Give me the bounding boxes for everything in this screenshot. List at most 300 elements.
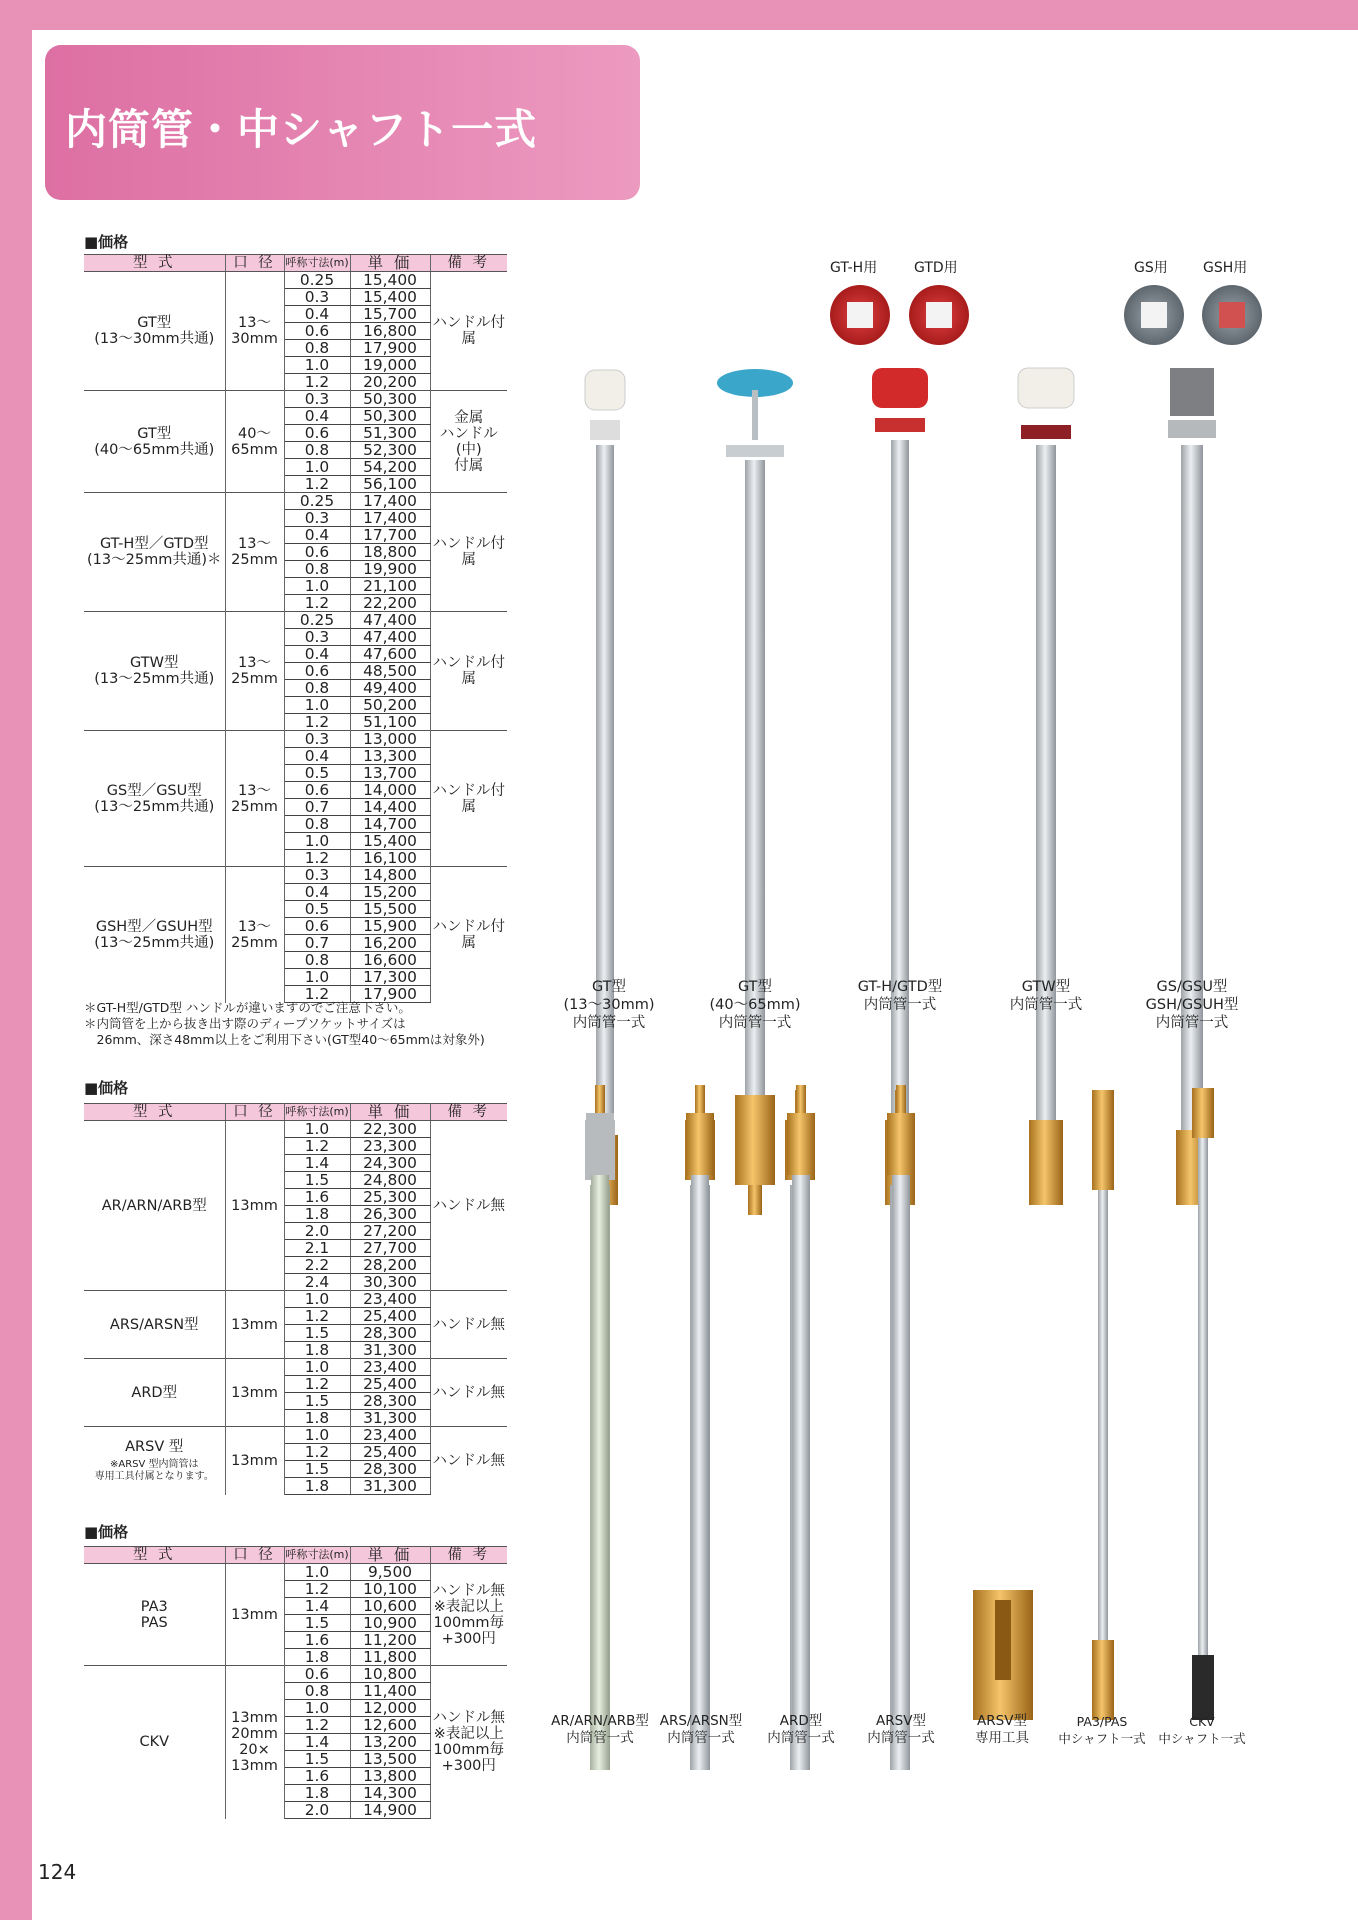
cell-text: ハンドル	[439, 425, 498, 442]
price-cell: 47,400	[350, 612, 430, 629]
price-cell: 23,400	[350, 1427, 430, 1444]
price-cell: 27,700	[350, 1240, 430, 1257]
size-cell: 0.8	[284, 952, 350, 969]
cell-text: 30mm	[231, 331, 278, 347]
price-table-3	[84, 1546, 507, 1819]
table-1-notes	[84, 1000, 485, 1048]
price-cell: 21,100	[350, 578, 430, 595]
page-number: 124	[38, 1860, 77, 1884]
header-dia: 口 径	[225, 1547, 284, 1564]
price-cell: 17,900	[350, 340, 430, 357]
model-cell	[84, 1564, 225, 1666]
size-cell: 1.5	[284, 1615, 350, 1632]
size-cell: 1.2	[284, 1717, 350, 1734]
size-cell: 0.6	[284, 544, 350, 561]
price-cell: 19,900	[350, 561, 430, 578]
price-cell: 25,400	[350, 1308, 430, 1325]
caption-ars-arsn: ARS/ARSN型 内筒管一式	[659, 1713, 743, 1746]
cell-text: 付属	[454, 457, 484, 474]
table-row	[84, 1427, 507, 1444]
table-row	[84, 731, 507, 748]
cell-text: GT-H型／GTD型	[99, 536, 209, 552]
cell-text: 20×	[239, 1742, 270, 1759]
note-cell	[430, 1666, 507, 1819]
header-type: 型 式	[84, 1104, 225, 1121]
diameter-cell	[225, 272, 284, 391]
price-cell: 28,300	[350, 1461, 430, 1478]
handle-label-gt-h: GT-H用	[830, 260, 878, 276]
size-cell: 0.3	[284, 629, 350, 646]
size-cell: 0.3	[284, 289, 350, 306]
price-cell: 47,600	[350, 646, 430, 663]
price-cell: 11,800	[350, 1649, 430, 1666]
price-cell: 14,900	[350, 1802, 430, 1819]
price-cell: 24,300	[350, 1155, 430, 1172]
price-cell: 30,300	[350, 1274, 430, 1291]
price-cell: 13,300	[350, 748, 430, 765]
cell-text: PA3	[140, 1598, 168, 1615]
size-cell: 1.6	[284, 1632, 350, 1649]
note-cell	[430, 1359, 507, 1427]
caption-gt-13-30: GT型 (13〜30mm) 内筒管一式	[563, 979, 655, 1031]
price-cell: 54,200	[350, 459, 430, 476]
size-cell: 1.5	[284, 1325, 350, 1342]
header-row	[84, 1547, 507, 1564]
price-cell: 16,600	[350, 952, 430, 969]
diameter-cell	[225, 1666, 284, 1819]
size-cell: 1.0	[284, 969, 350, 986]
price-cell: 14,700	[350, 816, 430, 833]
caption-arsv: ARSV型 内筒管一式	[867, 1713, 935, 1746]
price-cell: 17,400	[350, 493, 430, 510]
cell-text: ※表記以上	[433, 1598, 504, 1615]
price-cell: 25,300	[350, 1189, 430, 1206]
price-cell: 14,000	[350, 782, 430, 799]
size-cell: 0.4	[284, 748, 350, 765]
header-note: 備 考	[430, 1547, 507, 1564]
size-cell: 1.6	[284, 1189, 350, 1206]
cell-text: (40〜65mm共通)	[94, 441, 215, 458]
size-cell: 1.0	[284, 1427, 350, 1444]
cell-text: +300円	[441, 1758, 496, 1775]
cell-text: ハンドル無	[432, 1710, 505, 1727]
cell-text: 属	[461, 798, 476, 815]
caption-gt-40-65: GT型 (40〜65mm) 内筒管一式	[709, 979, 801, 1031]
price-cell: 9,500	[350, 1564, 430, 1581]
cell-text: 13mm	[231, 1452, 278, 1469]
note-cell	[430, 1121, 507, 1291]
cell-text: 属	[461, 331, 476, 347]
header-type: 型 式	[84, 1547, 225, 1564]
price-cell: 51,300	[350, 425, 430, 442]
gtd-handle-icon	[909, 285, 969, 345]
cell-text: (13〜30mm共通)	[94, 331, 215, 347]
header-price: 単 価	[350, 1547, 430, 1564]
size-cell: 0.3	[284, 391, 350, 408]
price-cell: 26,300	[350, 1206, 430, 1223]
cell-text: 40〜	[238, 425, 271, 442]
size-cell: 1.5	[284, 1172, 350, 1189]
model-cell	[84, 493, 225, 612]
size-cell: 1.2	[284, 1581, 350, 1598]
ckv-shaft-icon	[1192, 1088, 1214, 1720]
size-cell: 1.8	[304, 1409, 330, 1427]
size-cell: 0.25	[284, 272, 350, 289]
price-cell: 50,300	[350, 408, 430, 425]
size-cell: 1.0	[284, 697, 350, 714]
cell-text: (13〜25mm共通)	[94, 671, 215, 687]
size-cell: 0.5	[284, 901, 350, 918]
cell-text: 属	[461, 671, 476, 687]
caption-gtw: GTW型 内筒管一式	[1009, 979, 1083, 1013]
diameter-cell	[225, 731, 284, 867]
price-cell: 28,300	[350, 1325, 430, 1342]
caption-ar-arn-arb: AR/ARN/ARB型 内筒管一式	[551, 1713, 649, 1746]
price-cell: 52,300	[350, 442, 430, 459]
cell-text: GS型／GSU型	[106, 782, 202, 799]
pa3-pas-shaft-icon	[1092, 1090, 1114, 1720]
cell-text: 13mm	[231, 1316, 278, 1333]
size-cell: 1.0	[284, 357, 350, 374]
model-cell	[84, 1427, 225, 1495]
note-cell	[430, 272, 507, 391]
cell-text: (13〜25mm共通)	[94, 798, 215, 815]
model-subnote	[84, 1459, 225, 1483]
price-cell: 48,500	[350, 663, 430, 680]
note-cell	[430, 612, 507, 731]
price-cell: 15,400	[350, 289, 430, 306]
size-cell: 1.5	[284, 1393, 350, 1410]
header-size: 呼称寸法(m)	[284, 255, 350, 272]
size-cell: 0.3	[284, 731, 350, 748]
price-table-1	[84, 254, 507, 1003]
price-cell: 13,200	[350, 1734, 430, 1751]
cell-text: (13〜25mm共通)	[94, 934, 215, 951]
header-price: 単 価	[350, 255, 430, 272]
price-cell: 11,400	[350, 1683, 430, 1700]
price-cell: 50,200	[350, 697, 430, 714]
size-cell: 2.4	[304, 1273, 330, 1291]
size-cell: 1.0	[284, 1291, 350, 1308]
diameter-cell	[225, 1427, 284, 1495]
table-row	[84, 867, 507, 884]
price-cell: 13,700	[350, 765, 430, 782]
price-cell: 22,300	[350, 1121, 430, 1138]
size-cell: 0.3	[284, 510, 350, 527]
header-type: 型 式	[84, 255, 225, 272]
size-cell: 1.8	[304, 1648, 330, 1666]
price-cell: 13,000	[350, 731, 430, 748]
size-cell: 0.4	[284, 527, 350, 544]
header-size: 呼称寸法(m)	[284, 1547, 350, 1564]
price-cell: 15,700	[350, 306, 430, 323]
section-label-2: ■価格	[84, 1079, 129, 1097]
price-cell: 27,200	[350, 1223, 430, 1240]
header-price: 単 価	[350, 1104, 430, 1121]
top-band	[0, 0, 1358, 30]
note-line: 26mm、深さ48mm以上をご利用下さい(GT型40〜65mmは対象外)	[84, 1032, 485, 1047]
cell-text: ハンドル無	[432, 1316, 505, 1333]
diameter-cell	[225, 612, 284, 731]
table-row	[84, 1121, 507, 1138]
cell-text: ハンドル無	[432, 1384, 505, 1401]
price-cell: 47,400	[350, 629, 430, 646]
diameter-cell	[225, 1121, 284, 1291]
price-cell: 16,100	[350, 850, 430, 867]
size-cell: 1.5	[284, 1751, 350, 1768]
cell-text: 13〜	[238, 782, 271, 799]
price-cell: 22,200	[350, 595, 430, 612]
price-cell: 24,800	[350, 1172, 430, 1189]
note-cell	[430, 1291, 507, 1359]
cell-text: 100mm毎	[433, 1614, 504, 1631]
diameter-cell	[225, 1291, 284, 1359]
cell-text: 13〜	[238, 918, 271, 935]
price-cell: 17,400	[350, 510, 430, 527]
table-row	[84, 1359, 507, 1376]
size-cell: 1.2	[304, 373, 330, 391]
ar-arn-arb-pipe-icon	[586, 1085, 614, 1715]
cell-text: PAS	[140, 1614, 168, 1631]
table-row	[84, 1666, 507, 1683]
product-illustrations-bottom	[540, 1080, 1340, 1720]
size-cell: 0.6	[284, 425, 350, 442]
size-cell: 1.4	[284, 1598, 350, 1615]
cell-text: CKV	[139, 1734, 170, 1751]
price-cell: 19,000	[350, 357, 430, 374]
caption-ckv: CKV 中シャフト一式	[1158, 1714, 1246, 1746]
ars-arsn-pipe-icon	[686, 1085, 714, 1715]
size-cell: 0.4	[284, 884, 350, 901]
size-cell: 2.1	[284, 1240, 350, 1257]
price-cell: 15,400	[350, 272, 430, 289]
size-cell: 0.7	[284, 935, 350, 952]
size-cell: 1.8	[304, 1341, 330, 1359]
size-cell: 1.2	[284, 1308, 350, 1325]
cell-text: (13〜25mm共通)＊	[87, 552, 222, 568]
price-cell: 14,400	[350, 799, 430, 816]
diameter-cell	[225, 1564, 284, 1666]
price-cell: 15,200	[350, 884, 430, 901]
size-cell: 0.6	[284, 663, 350, 680]
size-cell: 0.4	[284, 646, 350, 663]
price-cell: 49,400	[350, 680, 430, 697]
header-dia: 口 径	[225, 1104, 284, 1121]
caption-ard: ARD型 内筒管一式	[767, 1713, 835, 1746]
page-title: 内筒管・中シャフト一式	[65, 105, 538, 154]
cell-text: GT型	[137, 425, 172, 442]
ard-pipe-icon	[787, 1085, 815, 1715]
size-cell: 1.0	[284, 1359, 350, 1376]
price-cell: 10,100	[350, 1581, 430, 1598]
handle-label-gtd: GTD用	[914, 260, 958, 276]
cell-text: ※ARSV 型内筒管は	[109, 1458, 199, 1470]
note-cell	[430, 1427, 507, 1495]
cell-text: 13mm	[231, 1710, 278, 1727]
size-cell: 0.8	[284, 442, 350, 459]
size-cell: 1.2	[284, 1138, 350, 1155]
size-cell: 0.8	[284, 680, 350, 697]
cell-text: GTW型	[130, 655, 179, 671]
price-cell: 16,200	[350, 935, 430, 952]
price-cell: 31,300	[350, 1478, 430, 1495]
table-row	[84, 493, 507, 510]
header-row	[84, 1104, 507, 1121]
size-cell: 0.4	[284, 306, 350, 323]
cell-text: +300円	[441, 1630, 496, 1647]
table-row	[84, 1564, 507, 1581]
cell-text: 13mm	[231, 1606, 278, 1623]
price-cell: 10,800	[350, 1666, 430, 1683]
size-cell: 1.8	[284, 1478, 350, 1495]
size-cell: 1.2	[304, 713, 330, 731]
price-cell: 50,300	[350, 391, 430, 408]
size-cell: 1.2	[304, 594, 330, 612]
price-cell: 15,500	[350, 901, 430, 918]
cell-text: ハンドル付	[432, 918, 505, 935]
size-cell: 2.2	[284, 1257, 350, 1274]
size-cell: 1.6	[284, 1768, 350, 1785]
price-cell: 15,900	[350, 918, 430, 935]
diameter-cell	[225, 493, 284, 612]
model-cell	[84, 867, 225, 1003]
size-cell: 0.4	[284, 408, 350, 425]
size-cell: 0.6	[284, 1666, 350, 1683]
cell-text: 13〜	[238, 655, 271, 671]
size-cell: 0.5	[284, 765, 350, 782]
size-cell: 0.25	[284, 493, 350, 510]
diameter-cell	[225, 867, 284, 1003]
size-cell: 0.8	[284, 561, 350, 578]
gsh-handle-icon	[1202, 285, 1262, 345]
note-line: ＊内筒管を上から抜き出す際のディープソケットサイズは	[84, 1016, 406, 1031]
size-cell: 1.8	[284, 1206, 350, 1223]
diameter-cell	[225, 1359, 284, 1427]
cell-text: 専用工具付属となります。	[94, 1470, 214, 1482]
size-cell: 1.0	[284, 578, 350, 595]
price-cell: 51,100	[350, 714, 430, 731]
size-cell: 1.8	[284, 1785, 350, 1802]
cell-text: ※表記以上	[433, 1726, 504, 1743]
price-cell: 16,800	[350, 323, 430, 340]
price-cell: 18,800	[350, 544, 430, 561]
model-cell	[84, 391, 225, 493]
size-cell: 0.8	[284, 816, 350, 833]
cell-text: (中)	[455, 441, 482, 458]
cell-text: ハンドル無	[432, 1582, 505, 1599]
price-cell: 13,500	[350, 1751, 430, 1768]
section-label-3: ■価格	[84, 1523, 129, 1541]
cell-text: ハンドル付	[432, 782, 505, 799]
model-cell	[84, 612, 225, 731]
table-row	[84, 1291, 507, 1308]
size-cell: 0.3	[284, 867, 350, 884]
price-cell: 17,900	[350, 986, 430, 1003]
cell-text: 100mm毎	[433, 1742, 504, 1759]
price-cell: 12,000	[350, 1700, 430, 1717]
note-line: ＊GT-H型/GTD型 ハンドルが違いますのでご注意下さい。	[84, 1000, 411, 1015]
size-cell: 2.0	[284, 1223, 350, 1240]
size-cell: 1.0	[284, 1700, 350, 1717]
price-cell: 15,400	[350, 833, 430, 850]
size-cell: 0.6	[284, 918, 350, 935]
price-table-2	[84, 1103, 507, 1495]
cell-text: 13mm	[231, 1197, 278, 1214]
cell-text: 13〜	[238, 315, 271, 331]
handle-label-gs: GS用	[1134, 260, 1168, 276]
size-cell: 1.2	[304, 475, 330, 493]
gs-handle-icon	[1124, 285, 1184, 345]
cell-text: ハンドル付	[432, 315, 505, 331]
size-cell: 1.2	[284, 1444, 350, 1461]
price-cell: 12,600	[350, 1717, 430, 1734]
note-cell	[430, 391, 507, 493]
size-cell: 0.7	[284, 799, 350, 816]
caption-gs-gsu: GS/GSU型 GSH/GSUH型 内筒管一式	[1145, 979, 1239, 1031]
price-cell: 13,800	[350, 1768, 430, 1785]
note-cell	[430, 493, 507, 612]
size-cell: 0.25	[284, 612, 350, 629]
caption-gt-h-gtd: GT-H/GTD型 内筒管一式	[857, 979, 943, 1013]
arsv-tool-icon	[973, 1590, 1033, 1720]
size-cell: 1.2	[284, 986, 350, 1003]
price-cell: 17,700	[350, 527, 430, 544]
arsv-pipe-icon	[887, 1085, 915, 1715]
size-cell: 1.0	[284, 459, 350, 476]
header-size: 呼称寸法(m)	[284, 1104, 350, 1121]
cell-text: 25mm	[231, 934, 278, 951]
cell-text: 13〜	[238, 536, 271, 552]
price-cell: 10,900	[350, 1615, 430, 1632]
cell-text: GSH型／GSUH型	[95, 918, 213, 935]
size-cell: 0.8	[284, 1683, 350, 1700]
size-cell: 1.0	[284, 1564, 350, 1581]
header-dia: 口 径	[225, 255, 284, 272]
note-cell	[430, 731, 507, 867]
caption-pa3-pas: PA3/PAS 中シャフト一式	[1058, 1714, 1146, 1746]
size-cell: 1.0	[284, 1121, 350, 1138]
header-note: 備 考	[430, 1104, 507, 1121]
size-cell: 2.0	[284, 1802, 350, 1819]
model-cell	[84, 1291, 225, 1359]
cell-text: 65mm	[231, 441, 278, 458]
price-cell: 31,300	[350, 1342, 430, 1359]
note-cell	[430, 867, 507, 1003]
price-cell: 14,800	[350, 867, 430, 884]
model-cell	[84, 1359, 225, 1427]
cell-text: 属	[461, 552, 476, 568]
caption-arsv-tool: ARSV型 専用工具	[975, 1713, 1029, 1746]
header-row	[84, 255, 507, 272]
price-cell: 28,300	[350, 1393, 430, 1410]
title-banner	[45, 45, 640, 200]
table-row	[84, 391, 507, 408]
cell-text: 20mm	[231, 1726, 278, 1743]
diameter-cell	[225, 391, 284, 493]
price-cell: 56,100	[350, 476, 430, 493]
size-cell: 0.6	[284, 323, 350, 340]
left-band	[0, 0, 32, 1920]
cell-text: 25mm	[231, 671, 278, 687]
table-row	[84, 272, 507, 289]
price-cell: 11,200	[350, 1632, 430, 1649]
cell-text: ARD型	[131, 1384, 178, 1401]
size-cell: 1.2	[304, 849, 330, 867]
cell-text: ハンドル無	[432, 1197, 505, 1214]
model-cell	[84, 1121, 225, 1291]
cell-text: ARSV 型	[125, 1438, 184, 1455]
cell-text: ハンドル付	[432, 536, 505, 552]
